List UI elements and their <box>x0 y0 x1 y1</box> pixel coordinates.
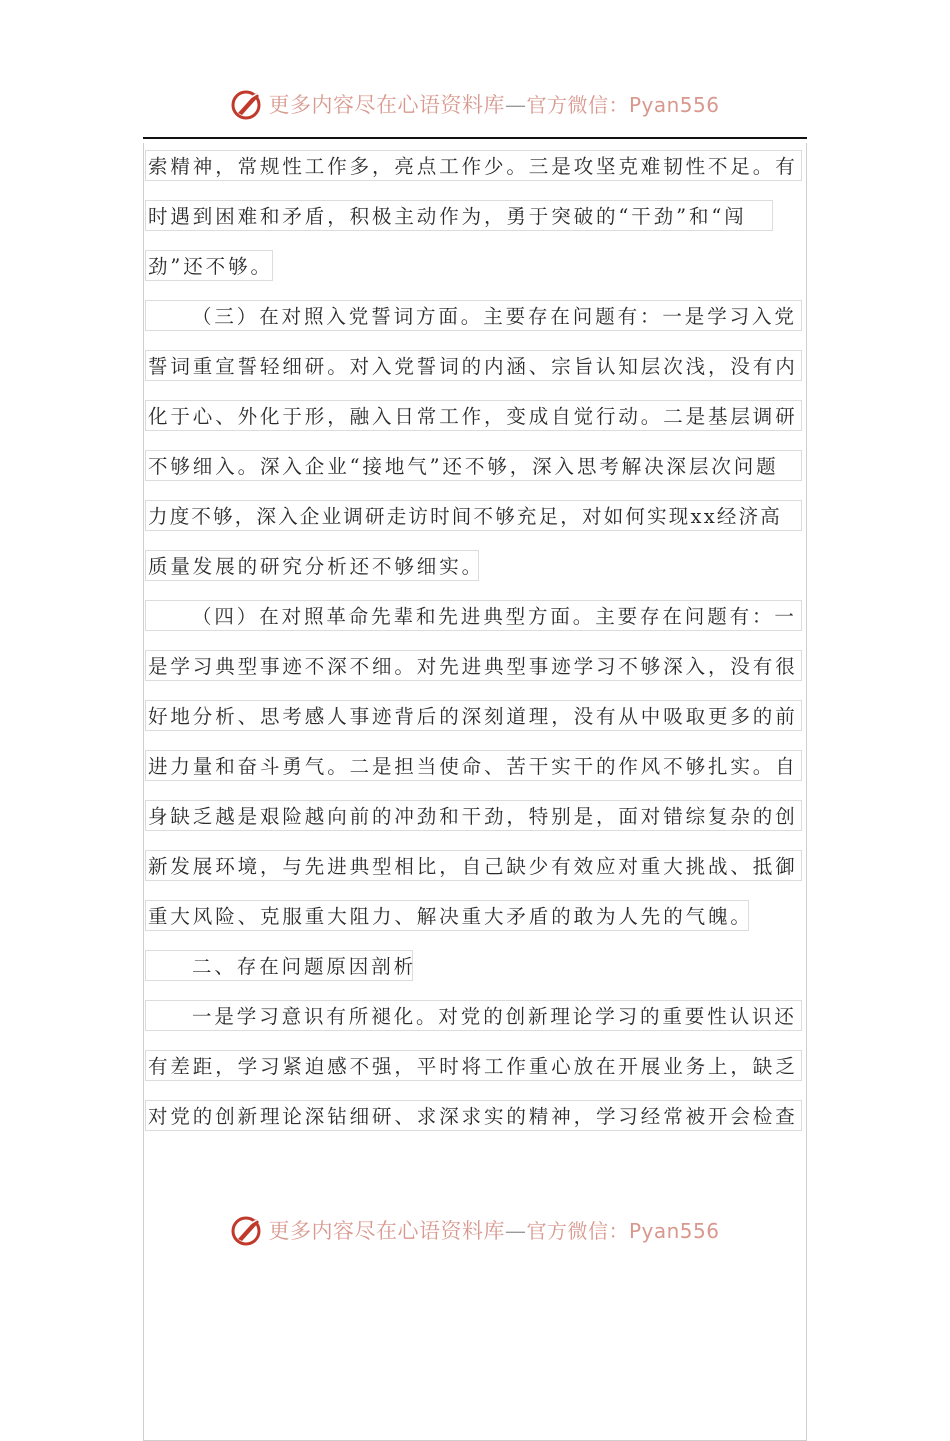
text-line-1: 索精神，常规性工作多，亮点工作少。三是攻坚克难韧性不足。有 <box>145 150 802 181</box>
text-line-11: 是学习典型事迹不深不细。对先进典型事迹学习不够深入，没有很 <box>145 650 802 681</box>
quill-logo-icon <box>230 87 264 121</box>
text-line-18: 一是学习意识有所褪化。对党的创新理论学习的重要性认识还 <box>145 1000 802 1031</box>
text-line-2: 时遇到困难和矛盾，积极主动作为，勇于突破的“干劲”和“闯 <box>145 200 773 231</box>
text-line-10: （四）在对照革命先辈和先进典型方面。主要存在问题有：一 <box>145 600 802 631</box>
text-line-12: 好地分析、思考感人事迹背后的深刻道理，没有从中吸取更多的前 <box>145 700 802 731</box>
header-banner <box>0 84 950 124</box>
section-heading: 二、存在问题原因剖析 <box>145 950 413 981</box>
header-banner-text: 更多内容尽在心语资料库—官方微信：Pyan556 <box>268 93 720 117</box>
text-line-6: 化于心、外化于形，融入日常工作，变成自觉行动。二是基层调研 <box>145 400 802 431</box>
quill-logo-icon <box>230 1213 264 1247</box>
text-line-13: 进力量和奋斗勇气。二是担当使命、苦干实干的作风不够扎实。自 <box>145 750 802 781</box>
text-line-8: 力度不够，深入企业调研走访时间不够充足，对如何实现xx经济高 <box>145 500 802 531</box>
text-line-15: 新发展环境，与先进典型相比，自己缺少有效应对重大挑战、抵御 <box>145 850 802 881</box>
header-rule <box>143 137 807 139</box>
text-line-16: 重大风险、克服重大阻力、解决重大矛盾的敢为人先的气魄。 <box>145 900 749 931</box>
text-line-5: 誓词重宣誓轻细研。对入党誓词的内涵、宗旨认知层次浅，没有内 <box>145 350 802 381</box>
text-line-20: 对党的创新理论深钻细研、求深求实的精神，学习经常被开会检查 <box>145 1100 802 1131</box>
text-line-19: 有差距，学习紧迫感不强，平时将工作重心放在开展业务上，缺乏 <box>145 1050 802 1081</box>
footer-banner <box>0 1210 950 1250</box>
text-line-7: 不够细入。深入企业“接地气”还不够，深入思考解决深层次问题 <box>145 450 802 481</box>
text-line-3: 劲”还不够。 <box>145 250 273 281</box>
footer-banner-text: 更多内容尽在心语资料库—官方微信：Pyan556 <box>268 1219 720 1243</box>
text-line-9: 质量发展的研究分析还不够细实。 <box>145 550 479 581</box>
text-line-14: 身缺乏越是艰险越向前的冲劲和干劲，特别是，面对错综复杂的创 <box>145 800 802 831</box>
text-line-4: （三）在对照入党誓词方面。主要存在问题有：一是学习入党 <box>145 300 802 331</box>
